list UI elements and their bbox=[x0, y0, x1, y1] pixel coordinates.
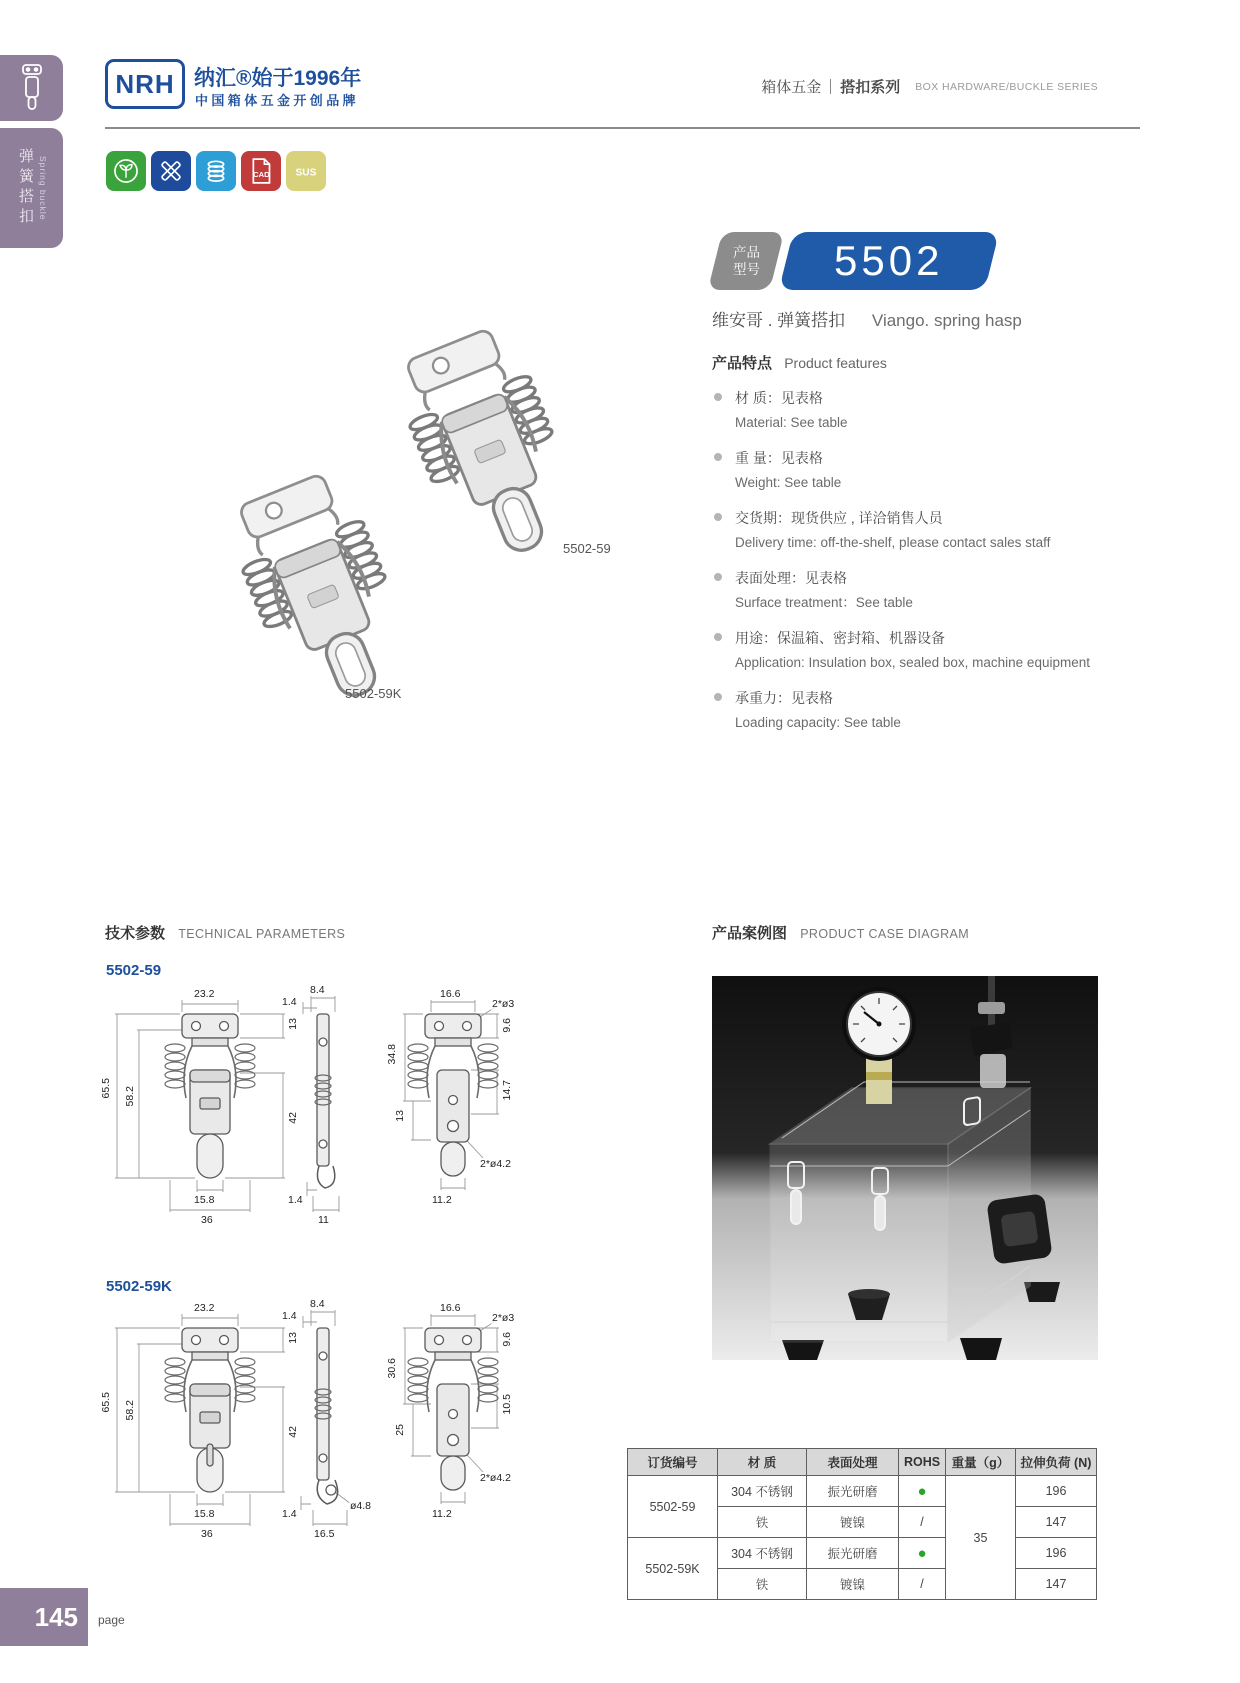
bullet-icon bbox=[714, 633, 722, 641]
features-list bbox=[712, 389, 1142, 732]
dimension-label: 1.4 bbox=[282, 996, 297, 1008]
dimension-label: 25 bbox=[394, 1424, 406, 1436]
dimension-label: 36 bbox=[201, 1214, 213, 1226]
bullet-icon bbox=[714, 573, 722, 581]
table-row bbox=[628, 1538, 1097, 1569]
technical-drawing-5502-59K bbox=[95, 1296, 640, 1558]
dimension-label: 58.2 bbox=[124, 1400, 136, 1421]
dimension-label: 36 bbox=[201, 1528, 213, 1540]
feature-en: Material: See table bbox=[735, 415, 848, 430]
dimension-label: 16.6 bbox=[440, 988, 461, 1000]
dimension-label: 10.5 bbox=[501, 1394, 513, 1415]
sidebar-category-tab bbox=[0, 128, 63, 248]
sidebar-category-icon-tab bbox=[0, 55, 63, 121]
feature-en: Application: Insulation box, sealed box, machine equipment bbox=[735, 655, 1090, 670]
case-diagram-heading bbox=[712, 922, 969, 943]
bullet-icon bbox=[714, 453, 722, 461]
bullet-icon bbox=[714, 393, 722, 401]
rohs-cell: / bbox=[899, 1569, 946, 1600]
feature-cn: 表面处理：见表格 bbox=[735, 570, 847, 586]
dimension-label: 2*ø4.2 bbox=[480, 1472, 511, 1484]
dimension-label: 2*ø3 bbox=[492, 998, 515, 1010]
surface-cell: 镀镍 bbox=[807, 1507, 899, 1538]
dimension-label: 30.6 bbox=[386, 1358, 398, 1379]
order-cell: 5502-59 bbox=[628, 1476, 718, 1538]
product-case-photo bbox=[712, 976, 1098, 1360]
rohs-cell: ● bbox=[899, 1538, 946, 1569]
tech-heading-cn: 技术参数 bbox=[105, 925, 166, 942]
dimension-label: 15.8 bbox=[194, 1508, 215, 1520]
dimension-label: 13 bbox=[287, 1332, 299, 1344]
feature-item bbox=[712, 689, 1142, 732]
dimension-label: 14.7 bbox=[501, 1080, 513, 1101]
model-badge-number bbox=[779, 232, 999, 290]
load-cell: 196 bbox=[1016, 1538, 1097, 1569]
surface-cell: 振光研磨 bbox=[807, 1538, 899, 1569]
drawing-model-label: 5502-59 bbox=[106, 962, 162, 979]
dimension-label: 65.5 bbox=[100, 1392, 112, 1413]
dimension-label: 2*ø4.2 bbox=[480, 1158, 511, 1170]
feature-en: Surface treatment：See table bbox=[735, 595, 913, 610]
order-cell: 5502-59K bbox=[628, 1538, 718, 1600]
page-number-box bbox=[0, 1588, 88, 1646]
surface-cell: 振光研磨 bbox=[807, 1476, 899, 1507]
dimension-label: 2*ø3 bbox=[492, 1312, 515, 1324]
cert-icons-row bbox=[106, 151, 326, 191]
sus-icon-label: SUS bbox=[295, 167, 317, 179]
cad-icon-label: CAD bbox=[253, 169, 270, 179]
feature-item bbox=[712, 449, 1142, 492]
feature-cn: 承重力：见表格 bbox=[735, 690, 833, 706]
dimension-label: 65.5 bbox=[100, 1078, 112, 1099]
product-features-section bbox=[712, 352, 1142, 732]
rohs-cell: ● bbox=[899, 1476, 946, 1507]
series-header bbox=[761, 76, 1098, 97]
series-en: BOX HARDWARE/BUCKLE SERIES bbox=[915, 80, 1098, 93]
product-title bbox=[712, 306, 1022, 331]
cad-file-icon bbox=[241, 151, 281, 191]
category-label-en: Spring buckle bbox=[38, 155, 48, 221]
dimension-label: 11 bbox=[318, 1214, 329, 1226]
material-cell: 304 不锈钢 bbox=[718, 1476, 807, 1507]
weight-cell: 35 bbox=[946, 1476, 1016, 1600]
nrh-logo: NRH bbox=[105, 59, 185, 109]
dimension-label: 42 bbox=[287, 1426, 299, 1438]
feature-item bbox=[712, 629, 1142, 672]
product-name-cn: 维安哥 . 弹簧搭扣 bbox=[712, 311, 846, 330]
spring-hasp-icon bbox=[17, 63, 47, 113]
dimension-label: 8.4 bbox=[310, 1298, 325, 1310]
table-row bbox=[628, 1476, 1097, 1507]
series-divider bbox=[830, 79, 831, 94]
tech-params-heading bbox=[105, 922, 345, 943]
feature-item bbox=[712, 509, 1142, 552]
dimension-label: 16.6 bbox=[440, 1302, 461, 1314]
dimension-label: 13 bbox=[287, 1018, 299, 1030]
dimension-label: 42 bbox=[287, 1112, 299, 1124]
brand-slogan-line1: 纳汇®始于1996年 bbox=[194, 67, 362, 90]
dimension-label: 23.2 bbox=[194, 988, 215, 1000]
bullet-icon bbox=[714, 693, 722, 701]
feature-en: Weight: See table bbox=[735, 475, 842, 490]
dimension-label: 58.2 bbox=[124, 1086, 136, 1107]
material-cell: 铁 bbox=[718, 1569, 807, 1600]
col-load: 拉伸负荷 (N) bbox=[1016, 1449, 1097, 1476]
spring-hasp-images bbox=[95, 275, 635, 705]
col-weight: 重量（g） bbox=[946, 1449, 1016, 1476]
dimension-label: 9.6 bbox=[501, 1018, 513, 1033]
load-cell: 147 bbox=[1016, 1569, 1097, 1600]
technical-drawing-5502-59 bbox=[95, 982, 640, 1244]
dimension-label: 16.5 bbox=[314, 1528, 335, 1540]
tech-heading-en: TECHNICAL PARAMETERS bbox=[178, 927, 346, 941]
spring-icon bbox=[196, 151, 236, 191]
features-heading-en: Product features bbox=[784, 355, 887, 371]
badge-cn-line2: 型号 bbox=[732, 262, 760, 277]
feature-en: Delivery time: off-the-shelf, please contact sales staff bbox=[735, 535, 1051, 550]
feature-en: Loading capacity: See table bbox=[735, 715, 901, 730]
header-divider-line bbox=[105, 127, 1140, 129]
load-cell: 196 bbox=[1016, 1476, 1097, 1507]
badge-cn-line1: 产品 bbox=[732, 245, 760, 260]
model-badge-prefix bbox=[708, 232, 784, 290]
page-number: 145 bbox=[34, 1601, 78, 1632]
col-material: 材 质 bbox=[718, 1449, 807, 1476]
dimension-label: 15.8 bbox=[194, 1194, 215, 1206]
col-rohs: ROHS bbox=[899, 1449, 946, 1476]
dimension-label: 11.2 bbox=[432, 1508, 452, 1520]
drawing-model-label: 5502-59K bbox=[106, 1278, 172, 1295]
dimension-label: 9.6 bbox=[501, 1332, 513, 1347]
product-image-label: 5502-59 bbox=[563, 541, 611, 556]
dimension-label: 1.4 bbox=[288, 1194, 303, 1206]
design-tools-icon bbox=[151, 151, 191, 191]
dimension-label: 34.8 bbox=[386, 1044, 398, 1065]
feature-cn: 重 量：见表格 bbox=[735, 450, 823, 466]
category-label-cn: 弹簧搭扣 bbox=[17, 148, 34, 228]
feature-cn: 材 质：见表格 bbox=[735, 390, 823, 406]
feature-item bbox=[712, 569, 1142, 612]
eco-icon bbox=[106, 151, 146, 191]
col-surface: 表面处理 bbox=[807, 1449, 899, 1476]
case-heading-cn: 产品案例图 bbox=[712, 925, 788, 942]
series-cn-left: 箱体五金 bbox=[761, 79, 822, 96]
dimension-label: 1.4 bbox=[282, 1508, 297, 1520]
product-name-en: Viango. spring hasp bbox=[871, 311, 1022, 330]
material-cell: 铁 bbox=[718, 1507, 807, 1538]
dimension-label: 8.4 bbox=[310, 984, 325, 996]
product-images bbox=[95, 275, 635, 705]
dimension-label: 1.4 bbox=[282, 1310, 297, 1322]
col-order: 订货编号 bbox=[628, 1449, 718, 1476]
features-heading-cn: 产品特点 bbox=[712, 355, 773, 372]
model-number: 5502 bbox=[834, 237, 944, 284]
brand-slogan-line2: 中国箱体五金开创品牌 bbox=[195, 93, 360, 108]
dimension-label: ø4.8 bbox=[350, 1500, 372, 1512]
case-heading-en: PRODUCT CASE DIAGRAM bbox=[800, 927, 970, 941]
dimension-label: 23.2 bbox=[194, 1302, 215, 1314]
dimension-label: 13 bbox=[394, 1110, 406, 1122]
feature-cn: 交货期：现货供应 , 详洽销售人员 bbox=[735, 510, 943, 526]
spec-table-header-row bbox=[628, 1449, 1097, 1476]
product-image-label: 5502-59K bbox=[345, 686, 402, 701]
feature-item bbox=[712, 389, 1142, 432]
spec-table bbox=[627, 1448, 1097, 1600]
feature-cn: 用途：保温箱、密封箱、机器设备 bbox=[735, 630, 945, 646]
series-cn-right: 搭扣系列 bbox=[840, 79, 901, 96]
bullet-icon bbox=[714, 513, 722, 521]
load-cell: 147 bbox=[1016, 1507, 1097, 1538]
rohs-cell: / bbox=[899, 1507, 946, 1538]
sus-material-icon bbox=[286, 151, 326, 191]
features-heading bbox=[712, 352, 1142, 373]
surface-cell: 镀镍 bbox=[807, 1569, 899, 1600]
material-cell: 304 不锈钢 bbox=[718, 1538, 807, 1569]
page-word: page bbox=[98, 1613, 125, 1627]
dimension-label: 11.2 bbox=[432, 1194, 452, 1206]
